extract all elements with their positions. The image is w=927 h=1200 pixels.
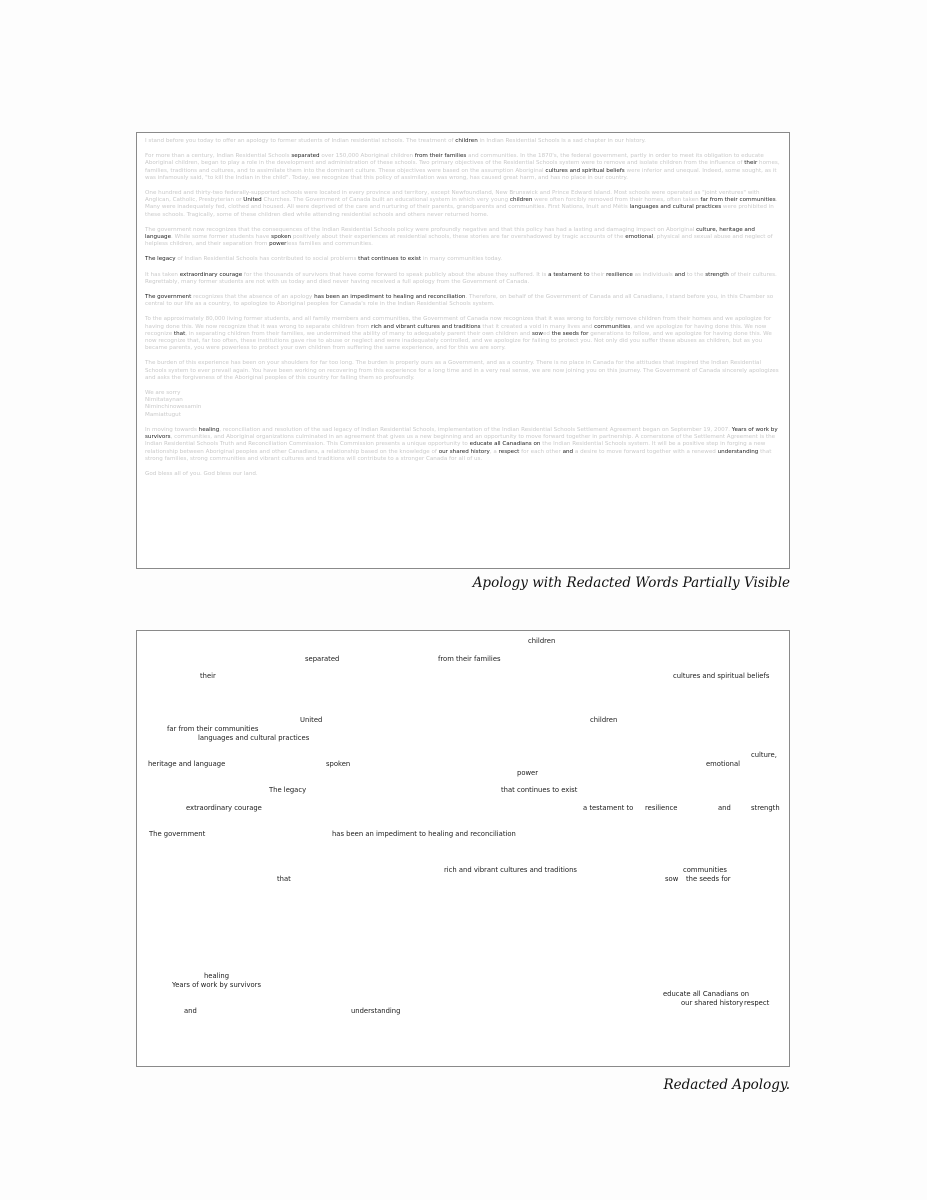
faded-text: recognizes that the absence of an apology (191, 294, 315, 301)
visible-word: communities (594, 323, 631, 330)
faded-text: Churches. The Government of Canada built an educational system in which very young (261, 197, 510, 204)
word-sow: sow (665, 875, 679, 883)
faded-text: Niminchinowesamin (145, 404, 202, 411)
visible-word: educate all Canadians on (469, 441, 541, 448)
visible-word: from their families (414, 153, 467, 160)
word-united: United (300, 716, 323, 724)
faded-text: a desire to move forward together with a renewed (573, 448, 718, 455)
visible-word: has been an impediment to healing and reconciliation (314, 294, 466, 301)
word-far-from-communities: far from their communities (167, 725, 259, 733)
word-children-1: children (528, 637, 556, 645)
word-educate-all-canadians: educate all Canadians on (663, 990, 750, 998)
faded-text: that strong families, strong communities and vibrant cultures and traditions will contribute to a stronger Canada for all of us. (145, 448, 772, 462)
faded-text: less families and communities. (286, 241, 373, 248)
faded-text: , physical and sexual abuse and neglect of helpless children, and their separation from (145, 234, 773, 248)
word-healing: healing (204, 972, 230, 980)
faded-text: . Therefore, on behalf of the Government of Canada and all Canadians, I stand before you, in this Chamber so central to our life as a country, to apologize to Aboriginal peoples for Canada's role in the Indian Residential Schools system. (145, 294, 774, 308)
visible-word: far from their communities (700, 197, 776, 204)
apology-paragraph (145, 272, 781, 286)
visible-word: languages and cultural practices (629, 204, 722, 211)
faded-text: positively about their experiences at residential schools, these stories are far overshadowed by tragic accounts of the (291, 234, 626, 241)
word-respect: respect (744, 999, 770, 1007)
word-understanding: understanding (351, 1007, 401, 1015)
faded-text: that it created a void in many lives and (480, 323, 595, 330)
word-years-of-work: Years of work by survivors (172, 981, 261, 989)
faded-text: were often forcibly removed from their homes, often taken (532, 197, 701, 204)
apology-paragraph (145, 153, 781, 182)
visible-word: The legacy (145, 256, 176, 263)
visible-word: The government (145, 294, 192, 301)
apology-paragraph (145, 404, 781, 411)
visible-word: rich and vibrant cultures and traditions (371, 323, 481, 330)
apology-paragraph (145, 316, 781, 352)
faded-text: as individuals (632, 271, 675, 278)
word-children-2: children (590, 716, 618, 724)
visible-word: and (562, 448, 574, 455)
apology-paragraph (145, 190, 781, 219)
visible-word: the seeds for (551, 330, 589, 337)
faded-text: The burden of this experience has been on your shoulders for far too long. The burden is properly ours as a Government, and as a country. There is no place in Canada for the attitudes that inspired the Indian Residential Schools system to ever prevail again. You have been working on recovering from this experience for a long time and in a very real sense, we are now joining you on this journey. The Government of Canada sincerely apologizes and asks the forgiveness of the Aboriginal peoples of this country for failing them so profoundly. (145, 360, 779, 381)
faded-text: in Indian Residential Schools is a sad chapter in our history. (477, 138, 646, 144)
word-power: power (517, 769, 539, 777)
word-heritage-and-language: heritage and language (148, 760, 226, 768)
faded-text: the Indian Residential Schools system. It will be a positive step in forging a new relationship between Aboriginal peoples and other Canadians, a relationship based on the knowledge of (145, 441, 766, 455)
faded-text: were inferior and unequal. Indeed, some sought, as it was infamously said, "to kill the Indian in the child". Today, we recognize that this policy of assimilation was wrong, has caused great harm, and has no place in our country. (145, 167, 777, 181)
redacted-apology-panel (136, 630, 790, 1067)
faded-text: for the thousands of survivors that have come forward to speak publicly about the abuse they suffered. It is (242, 271, 549, 278)
faded-text: to the (685, 271, 706, 278)
visible-word: understanding (717, 448, 759, 455)
word-extraordinary-courage: extraordinary courage (186, 804, 262, 812)
faded-text: . Many were inadequately fed, clothed and housed. All were deprived of the care and nurturing of their parents, grandparents and communities. First Nations, Inuit and Métis (145, 197, 778, 211)
visible-word: sow (532, 330, 543, 337)
word-the-legacy: The legacy (269, 786, 307, 794)
faded-text: For more than a century, Indian Residential Schools (145, 153, 292, 160)
word-that: that (277, 875, 291, 883)
faded-text: It has taken (145, 271, 180, 278)
visible-word: and (674, 271, 686, 278)
apology-paragraph (145, 427, 781, 463)
caption-redacted: Redacted Apology. (663, 1077, 790, 1093)
visible-word: a testament to (548, 271, 590, 278)
faded-text: The government now recognizes that the consequences of the Indian Residential Schools policy were profoundly negative and that this policy has had a lasting and damaging impact on Aboriginal (145, 226, 697, 233)
faded-text: their (589, 271, 607, 278)
visible-word: strength (705, 271, 729, 278)
word-a-testament-to: a testament to (583, 804, 634, 812)
visible-word: culture, (696, 226, 718, 233)
faded-text: I stand before you today to offer an apology to former students of Indian residential schools. The treatment of (145, 138, 456, 144)
visible-word: children (509, 197, 533, 204)
faded-text: . While some former students have (171, 234, 272, 241)
visible-word: emotional (625, 234, 654, 241)
apology-paragraph (145, 227, 781, 249)
word-culture: culture, (751, 751, 777, 759)
visible-word: Years of work by survivors (145, 426, 778, 441)
faded-text: , reconciliation and resolution of the sad legacy of Indian Residential Schools, implementation of the Indian Residential Schools Settlement Agreement began on September 19, 2007. (219, 426, 732, 433)
visible-word: spoken (271, 234, 292, 241)
word-separated: separated (305, 655, 340, 663)
faded-text: One hundred and thirty-two federally-supported schools were located in every province and territory, except Newfoundland, New Brunswick and Prince Edward Island. Most schools were operated as "joint ventures" with Anglican, Catholic, Presbyterian or (145, 190, 760, 204)
faded-text: generations to follow, and we apologize for having done this. We now recognize that, far too often, these institutions gave rise to abuse or neglect and were inadequately controlled, and we apologize for failing to protect you. Not only did you suffer these abuses as children, but as you became parents, you were powerless to protect your own children from suffering the same experience, and for this we are sorry. (145, 330, 772, 352)
faded-text: In moving towards (145, 426, 199, 433)
word-rich-vibrant-cultures: rich and vibrant cultures and traditions (444, 866, 577, 874)
apology-paragraph (145, 294, 781, 308)
apology-paragraph (145, 390, 781, 397)
faded-text: To the approximately 80,000 living former students, and all family members and communities, the Government of Canada now recognizes that it was wrong to forcibly remove children from their homes and we apologize for having done this. We now recognize that it was wrong to separate children from (145, 316, 772, 330)
faded-text: for each other (519, 448, 563, 455)
visible-word: that continues to exist (358, 256, 422, 263)
faded-text: ed (542, 330, 552, 337)
visible-word: separated (291, 153, 320, 160)
word-our-shared-history: our shared history (681, 999, 744, 1007)
word-that-continues-to-exist: that continues to exist (501, 786, 578, 794)
apology-paragraph (145, 360, 781, 382)
faded-text: We are sorry (145, 390, 181, 397)
word-impediment-healing: has been an impediment to healing and reconciliation (332, 830, 516, 838)
visible-word: resilience (606, 271, 633, 278)
faded-text: , communities, and Aboriginal organizations culminated in an agreement that gives us a new beginning and an opportunity to move forward together in partnership. A cornerstone of the Settlement Agreement is the Indian Residential Schools Truth and Reconciliation Commission. This Commission presents a unique opportunity to (145, 434, 776, 448)
apology-text-panel (136, 132, 790, 569)
visible-word: extraordinary courage (179, 271, 243, 278)
visible-word: power (269, 241, 287, 248)
word-and-1: and (718, 804, 731, 812)
faded-text: , and we apologize for having done this. We now recognize (145, 323, 767, 337)
faded-text: over 150,000 Aboriginal children (319, 153, 415, 160)
apology-paragraph (145, 412, 781, 419)
word-communities: communities (683, 866, 727, 874)
faded-text: , a (489, 448, 499, 455)
word-spoken: spoken (326, 760, 351, 768)
visible-word: cultures and spiritual beliefs (545, 167, 625, 174)
faded-text: Nimitataynan (145, 397, 183, 404)
word-the-government: The government (149, 830, 206, 838)
visible-word: children (455, 138, 478, 144)
faded-text: of Indian Residential Schools has contributed to social problems (175, 256, 359, 263)
visible-word: heritage and language (145, 226, 755, 241)
visible-word: their (744, 160, 758, 167)
word-cultures-spiritual-beliefs: cultures and spiritual beliefs (673, 672, 770, 680)
apology-paragraph (145, 397, 781, 404)
faded-text: were prohibited in these schools. Tragically, some of these children died while attending residential schools and others never returned home. (145, 204, 774, 218)
apology-paragraph (145, 138, 781, 145)
faded-text: of their cultures. Regrettably, many former students are not with us today and died never having received a full apology from the Government of Canada. (145, 271, 777, 285)
faded-text: homes, families, traditions and cultures, and to assimilate them into the dominant culture. These objectives were based on the assumption Aboriginal (145, 160, 780, 174)
apology-paragraph (145, 256, 781, 263)
faded-text: , in separating children from their families, we undermined the ability of many to adequately parent their own children and (185, 330, 533, 337)
word-languages-cultural-practices: languages and cultural practices (198, 734, 310, 742)
word-emotional: emotional (706, 760, 741, 768)
word-and-2: and (184, 1007, 197, 1015)
visible-word: United (243, 197, 262, 204)
visible-word: healing (198, 426, 220, 433)
faded-text: in many communities today. (421, 256, 503, 263)
visible-word: respect (498, 448, 520, 455)
word-strength: strength (751, 804, 780, 812)
visible-word: that (173, 330, 186, 337)
faded-text: God bless all of you. God bless our land. (145, 470, 258, 477)
visible-word: our shared history (438, 448, 490, 455)
word-the-seeds-for: the seeds for (686, 875, 731, 883)
word-their: their (200, 672, 216, 680)
caption-partially-visible: Apology with Redacted Words Partially Visible (472, 575, 790, 591)
faded-text: Mamiattugut (145, 411, 181, 418)
apology-paragraph (145, 471, 781, 478)
faded-text: and communities. In the 1870's, the federal government, partly in order to meet its obligation to educate Aboriginal children, began to play a role in the development and administration of these schools. Two primary objectives of the Residential Schools system were to remove and isolate children from the influence of (145, 153, 764, 167)
word-from-their-families: from their families (438, 655, 501, 663)
word-resilience: resilience (645, 804, 678, 812)
